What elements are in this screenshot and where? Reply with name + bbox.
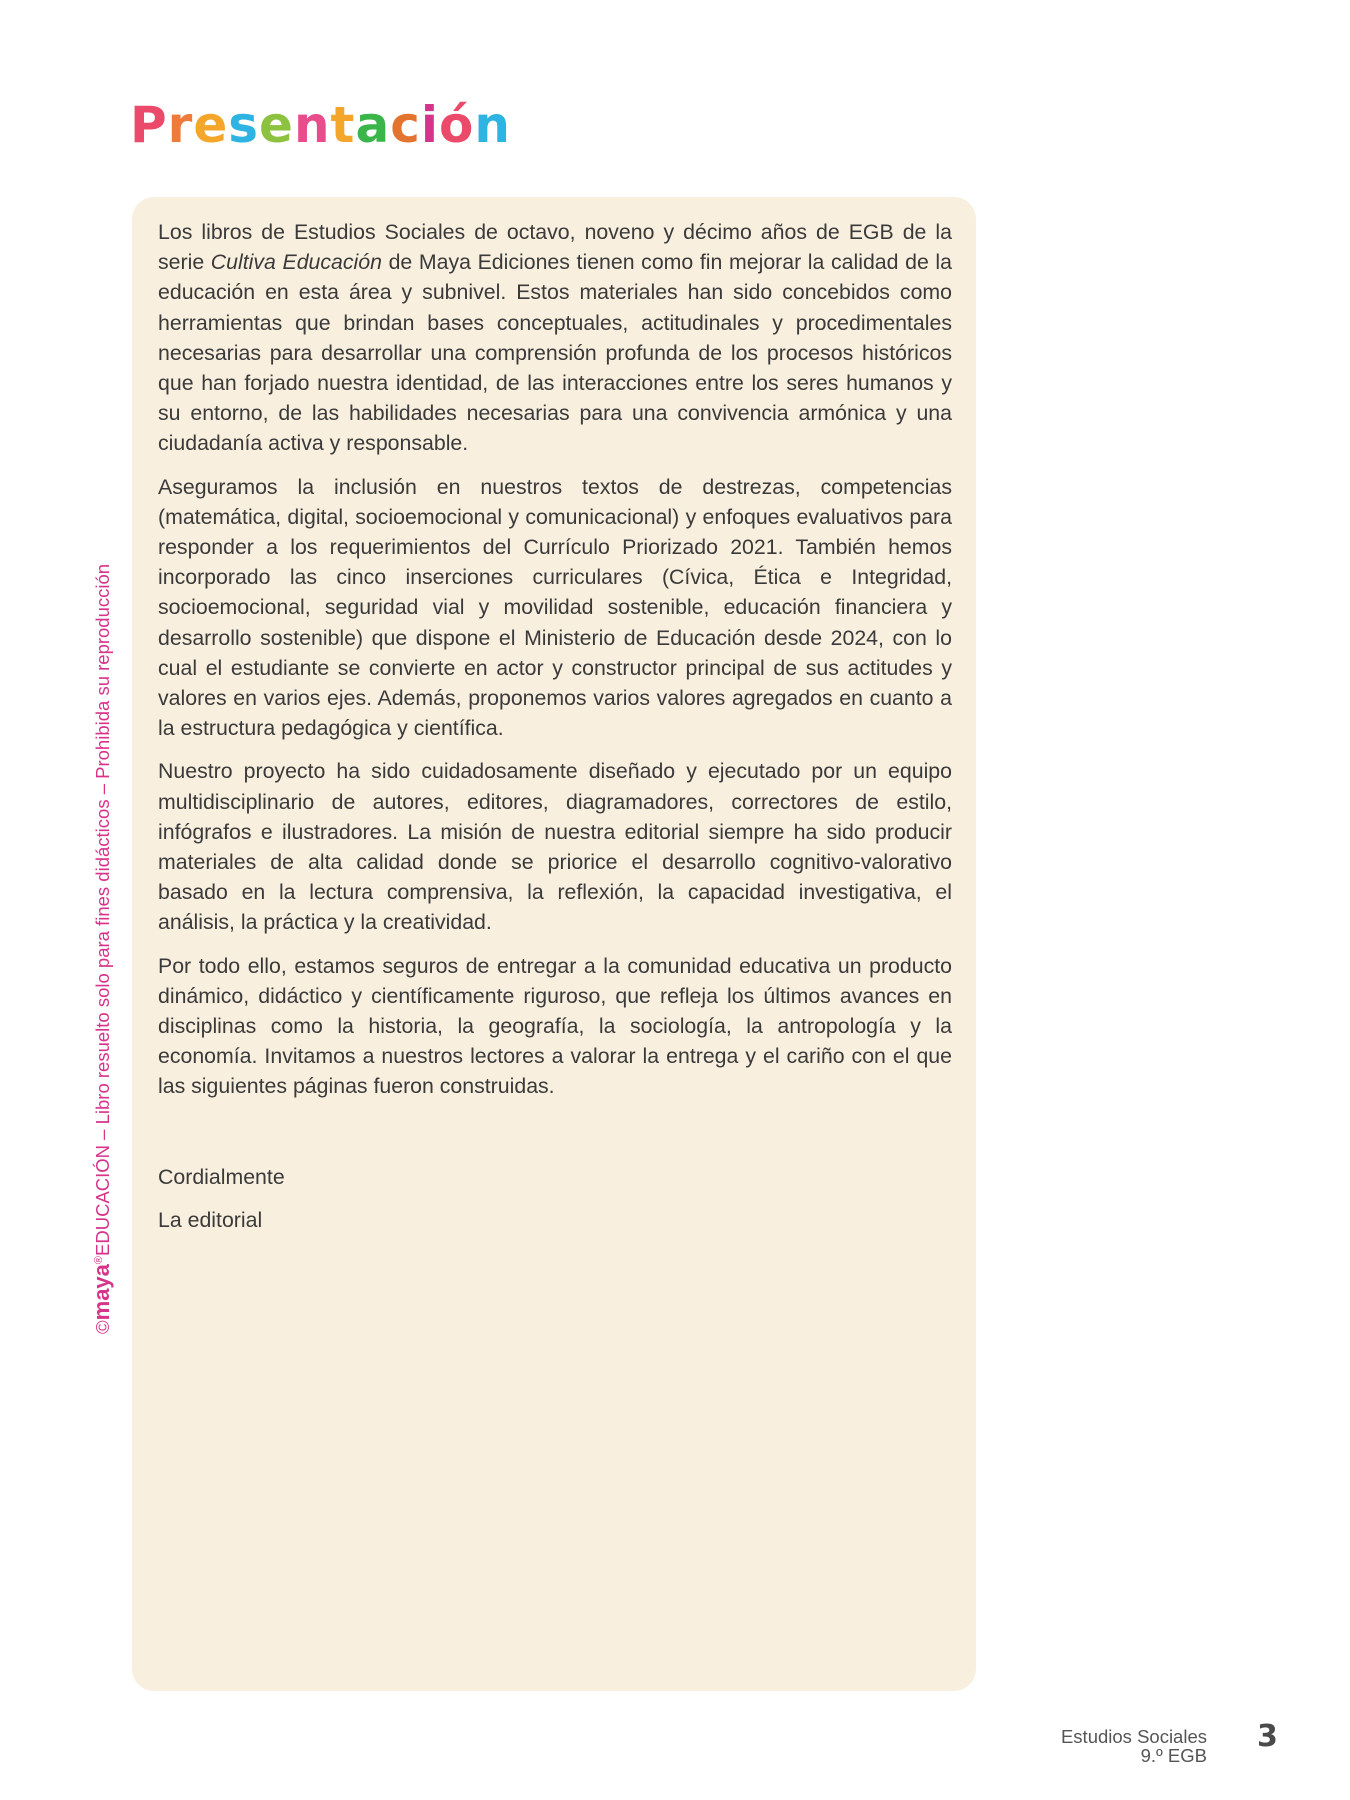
- grade-label: 9.º EGB: [1140, 1745, 1207, 1766]
- title-letter: a: [355, 96, 391, 154]
- title-letter: n: [293, 96, 331, 154]
- title-letter: n: [474, 96, 511, 154]
- presentation-text: [158, 217, 952, 1248]
- brand-logo: maya: [89, 1264, 115, 1321]
- series-name: Cultiva Educación: [210, 250, 382, 275]
- title-letter: ó: [438, 96, 475, 154]
- copyright-side-note: [88, 564, 114, 1334]
- paragraph-2: Aseguramos la inclusión en nuestros textos de destrezas, competencias (matemática, digital, socioemocional y comunicacional) y enfoques evaluativos para responder a los requerimientos del Currículo Priorizado 2021. También hemos incorporado las cinco inserciones curriculares (Cívica, Ética e Integridad, socioemocional, seguridad vial y movilidad sostenible, educación financiera y desarrollo sostenible) que dispone el Ministerio de Educación desde 2024, con lo cual el estudiante se convierte en actor y constructor principal de sus actitudes y valores en varios ejes. Además, proponemos varios valores agregados en cuanto a la estructura pedagógica y científica.: [158, 474, 952, 741]
- page-title: [130, 96, 511, 154]
- title-letter: i: [420, 96, 439, 154]
- signature: La editorial: [158, 1207, 263, 1232]
- title-letter: c: [390, 96, 421, 154]
- registered-mark: ®: [93, 1255, 105, 1265]
- title-letter: t: [330, 96, 356, 154]
- paragraph-3: Nuestro proyecto ha sido cuidadosamente diseñado y ejecutado por un equipo multidisciplinario de autores, editores, diagramadores, correctores de estilo, infógrafos e ilustradores. La misión de nuestra editorial siempre ha sido producir materiales de alta calidad donde se priorice el desarrollo cognitivo-valorativo basado en la lectura comprensiva, la reflexión, la capacidad investigativa, el análisis, la práctica y la creatividad.: [158, 759, 952, 935]
- title-letter: r: [167, 96, 194, 154]
- title-letter: P: [130, 96, 168, 154]
- paragraph-1: Los libros de Estudios Sociales de octavo, noveno y décimo años de EGB de la serie Cultiva Educación de Maya Ediciones tienen como fin mejorar la calidad de la educación en esta área y subnivel. Estos materiales han sido concebidos como herramientas que brindan bases conceptuales, actitudinales y procedimentales necesarias para desarrollar una comprensión profunda de los procesos históricos que han forjado nuestra identidad, de las interacciones entre los seres humanos y su entorno, de las habilidades necesarias para una convivencia armónica y una ciudadanía activa y responsable.: [158, 220, 952, 456]
- paragraph-4: Por todo ello, estamos seguros de entregar a la comunidad educativa un producto dinámico, didáctico y científicamente riguroso, que refleja los últimos avances en disciplinas como la historia, la geografía, la sociología, la antropología y la economía. Invitamos a nuestros lectores a valorar la entrega y el cariño con el que las siguientes páginas fueron construidas.: [158, 953, 952, 1099]
- closing: Cordialmente: [158, 1164, 285, 1189]
- copyright-text: EDUCACIÓN – Libro resuelto solo para fines didácticos – Prohibida su reproducción: [92, 563, 114, 1256]
- subject-name: Estudios Sociales: [1060, 1726, 1207, 1747]
- page-number: 3: [1257, 1719, 1278, 1754]
- footer-subject: [1061, 1727, 1207, 1765]
- title-letter: e: [193, 96, 229, 154]
- copyright-symbol: ©: [92, 1320, 114, 1334]
- title-letter: e: [259, 96, 294, 154]
- title-letter: s: [228, 96, 260, 154]
